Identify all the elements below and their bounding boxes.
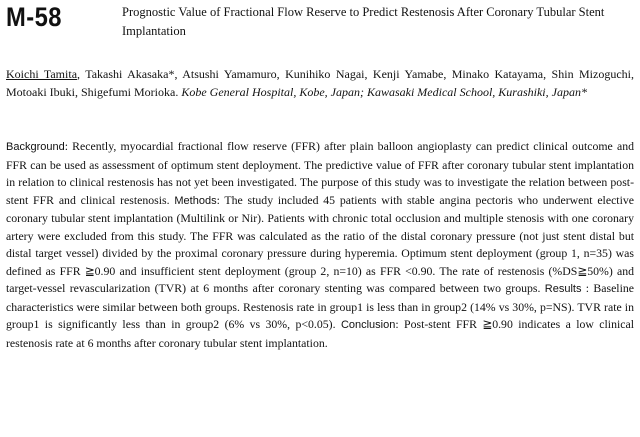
abstract-title: Prognostic Value of Fractional Flow Reserve to Predict Restenosis After Coronary Tubular Stent Implantation [122, 5, 605, 38]
results-label: Results [544, 283, 582, 295]
abstract-id: M-58 [6, 2, 62, 32]
author-block [6, 66, 634, 101]
affiliation: Kobe General Hospital, Kobe, Japan; Kawasaki Medical School, Kurashiki, Japan* [181, 84, 587, 99]
background-text: : Recently, myocardial fractional flow reserve (FFR) after plain balloon angioplasty can predict clinical outcome and FFR can be used as assessment of optimum stent deployment. The predictive value of FFR after coronary tubular stent implantation in relation to clinical restenosis has not yet been investigated. The purpose of this study was to investigate the relation between post-stent FFR and clinical restenosis. [6, 139, 634, 207]
methods-text: : The study included 45 patients with stable angina pectoris who underwent elective coronary tubular stent implantation (Multilink or Nir). Patients with chronic total occlusion and multiple stenosis with one coronary artery were excluded from this study. The FFR was calculated as the ratio of the distal coronary pressure (not just stent distal but distal target vessel) divided by the proximal coronary pressure during hyperemia. Optimum stent deployment (group 1, n=35) was defined as FFR ≧0.90 and insufficient stent deployment (group 2, n=10) as FFR <0.90. The rate of restenosis (%DS≧50%) and target-vessel revascularization (TVR) at 6 months after coronary stenting was compared between two groups. [6, 192, 635, 295]
presenting-author: Koichi Tamita [6, 67, 78, 81]
co-authors: , Takashi Akasaka*, Atsushi Yamamuro, Kunihiko Nagai, Kenji Yamabe, Minako Katayama, Shin Mizoguchi, Motoaki Ibuki, Shigefumi Morioka. [6, 67, 634, 99]
abstract-body [6, 138, 634, 352]
conclusion-label: Conclusion [340, 319, 396, 331]
results-text: : Baseline characteristics were similar between both groups. Restenosis rate in group1 is less than in group2 (14% vs 30%, p=NS). TVR rate in group1 is significantly less than in group2 (6% vs 30%, p<0.05). [6, 281, 634, 331]
background-label: Background [6, 141, 65, 153]
methods-label: Methods [174, 194, 217, 207]
conclusion-text: : Post-stent FFR ≧0.90 indicates a low clinical restenosis rate at 6 months after coronary tubular stent implantation. [6, 317, 634, 350]
